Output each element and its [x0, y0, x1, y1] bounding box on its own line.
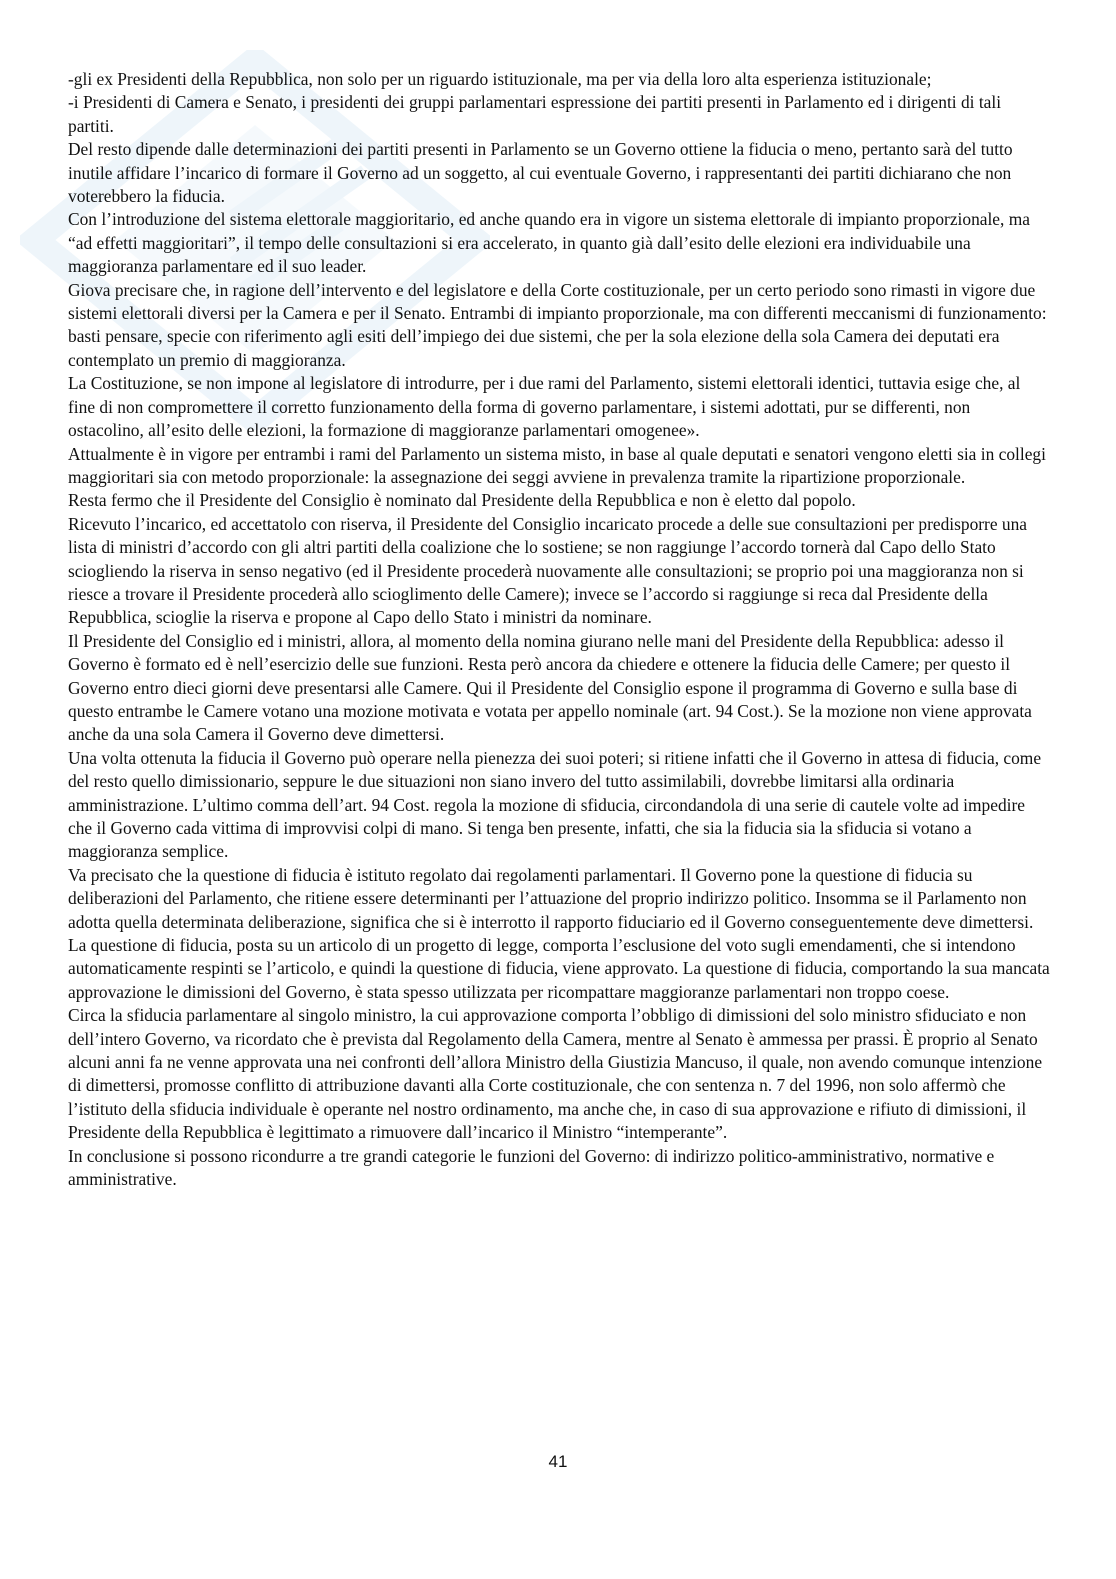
- paragraph-costituzione: La Costituzione, se non impone al legislatore di introdurre, per i due rami del Parlamento, sistemi elettorali identici, tuttavia esige che, al fine di non compromettere il corretto funzionamento della forma di governo parlamentare, i sistemi adottati, pur se differenti, non ostacolino, all’esito delle elezioni, la formazione di maggioranze parlamentari omogenee».: [68, 373, 1021, 441]
- paragraph-incarico: Ricevuto l’incarico, ed accettatolo con riserva, il Presidente del Consiglio incaricato procede a delle sue consultazioni per predisporre una lista di ministri d’accordo con gli altri partiti della coalizione che lo sostiene; se non raggiunge l’accordo tornerà dal Capo dello Stato sciogliendo la riserva in senso negativo (ed il Presidente procederà nuovamente alle consultazioni; se proprio poi una maggioranza non si riesce a trovare il Presidente procederà allo scioglimento delle Camere); invece se l’accordo si raggiunge si reca dal Presidente della Repubblica, scioglie la riserva e propone al Capo dello Stato i ministri da nominare.: [68, 513, 1028, 628]
- paragraph-nomina-presidente: Resta fermo che il Presidente del Consiglio è nominato dal Presidente della Repubblica e non è eletto dal popolo.: [68, 490, 856, 511]
- paragraph-sfiducia-ministro: Circa la sfiducia parlamentare al singolo ministro, la cui approvazione comporta l’obbligo di dimissioni del solo ministro sfiduciato e non dell’intero Governo, va ricordato che è prevista dal Regolamento della Camera, mentre al Senato è ammessa per prassi. È proprio al Senato alcuni anni fa ne venne approvata una nei confronti dell’allora Ministro della Giustizia Mancuso, il quale, non avendo comunque intenzione di dimettersi, promosse conflitto di attribuzione davanti alla Corte costituzionale, che con sentenza n. 7 del 1996, non solo affermò che l’istituto della sfiducia individuale è operante nel nostro ordinamento, ma anche che, in caso di sua approvazione e rifiuto di dimissioni, il Presidente della Repubblica è legittimato a rimuovere dall’incarico il Ministro “intemperante”.: [68, 1005, 1043, 1143]
- paragraph-giuramento: Il Presidente del Consiglio ed i ministri, allora, al momento della nomina giurano nelle mani del Presidente della Repubblica: adesso il Governo è formato ed è nell’esercizio delle sue funzioni. Resta però ancora da chiedere e ottenere la fiducia delle Camere; per questo il Governo entro dieci giorni deve presentarsi alle Camere. Qui il Presidente del Consiglio espone il programma di Governo e sulla base di questo entrambe le Camere votano una mozione motivata e votata per appello nominale (art. 94 Cost.). Se la mozione non viene approvata anche da una sola Camera il Governo deve dimettersi.: [68, 630, 1032, 745]
- paragraph-ex-presidenti: -gli ex Presidenti della Repubblica, non solo per un riguardo istituzionale, ma per via della loro alta esperienza istituzionale;: [68, 69, 932, 89]
- paragraph-presidenti-camere: -i Presidenti di Camera e Senato, i presidenti dei gruppi parlamentari espressione dei partiti presenti in Parlamento ed i dirigenti di tali partiti.: [68, 92, 1002, 136]
- page-number: 41: [548, 1452, 568, 1471]
- paragraph-sistema-maggioritario: Con l’introduzione del sistema elettorale maggioritario, ed anche quando era in vigore un sistema elettorale di impianto proporzionale, ma “ad effetti maggioritari”, il tempo delle consultazioni si era accelerato, in quanto già dall’esito delle elezioni era individuabile una maggioranza parlamentare ed il suo leader.: [68, 209, 1030, 277]
- paragraph-sistema-misto: Attualmente è in vigore per entrambi i rami del Parlamento un sistema misto, in base al quale deputati e senatori vengono eletti sia in collegi maggioritari sia con metodo proporzionale: la assegnazione dei seggi avviene in prevalenza tramite la ripartizione proporzionale.: [68, 443, 1046, 487]
- paragraph-determinazioni-partiti: Del resto dipende dalle determinazioni dei partiti presenti in Parlamento se un Governo ottiene la fiducia o meno, pertanto sarà del tutto inutile affidare l’incarico di formare il Governo ad un soggetto, al cui eventuale Governo, i rappresentanti dei partiti dichiarano che non voterebbero la fiducia.: [68, 139, 1013, 207]
- paragraph-sistemi-elettorali: Giova precisare che, in ragione dell’intervento e del legislatore e della Corte costituzionale, per un certo periodo sono rimasti in vigore due sistemi elettorali diversi per la Camera e per il Senato. Entrambi di impianto proporzionale, ma con differenti meccanismi di funzionamento: basti pensare, specie con riferimento agli esiti dell’impiego dei due sistemi, che per la sola elezione della sola Camera dei deputati era contemplato un premio di maggioranza.: [68, 279, 1047, 370]
- paragraph-questione-fiducia: Va precisato che la questione di fiducia è istituto regolato dai regolamenti parlamentari. Il Governo pone la questione di fiducia su deliberazioni del Parlamento, che ritiene essere determinanti per l’attuazione del proprio indirizzo politico. Insomma se il Parlamento non adotta quella determinata deliberazione, significa che si è interrotto il rapporto fiduciario ed il Governo conseguentemente deve dimettersi. La questione di fiducia, posta su un articolo di un progetto di legge, comporta l’esclusione del voto sugli emendamenti, che si intendono automaticamente respinti se l’articolo, e quindi la questione di fiducia, viene approvato. La questione di fiducia, comportando la sua mancata approvazione le dimissioni del Governo, è stata spesso utilizzata per ricompattare maggioranze parlamentari non troppo coese.: [68, 864, 1050, 1002]
- body-text: [68, 68, 1050, 1192]
- paragraph-fiducia: Una volta ottenuta la fiducia il Governo può operare nella pienezza dei suoi poteri; si ritiene infatti che il Governo in attesa di fiducia, come del resto quello dimissionario, seppure le due situazioni non siano invero del tutto assimilabili, dovrebbe limitarsi alla ordinaria amministrazione. L’ultimo comma dell’art. 94 Cost. regola la mozione di sfiducia, circondandola di una serie di cautele volte ad impedire che il Governo cada vittima di improvvisi colpi di mano. Si tenga ben presente, infatti, che sia la fiducia sia la sfiducia si votano a maggioranza semplice.: [68, 747, 1042, 862]
- paragraph-conclusione: In conclusione si possono ricondurre a tre grandi categorie le funzioni del Governo: di indirizzo politico-amministrativo, normative e amministrative.: [68, 1145, 995, 1190]
